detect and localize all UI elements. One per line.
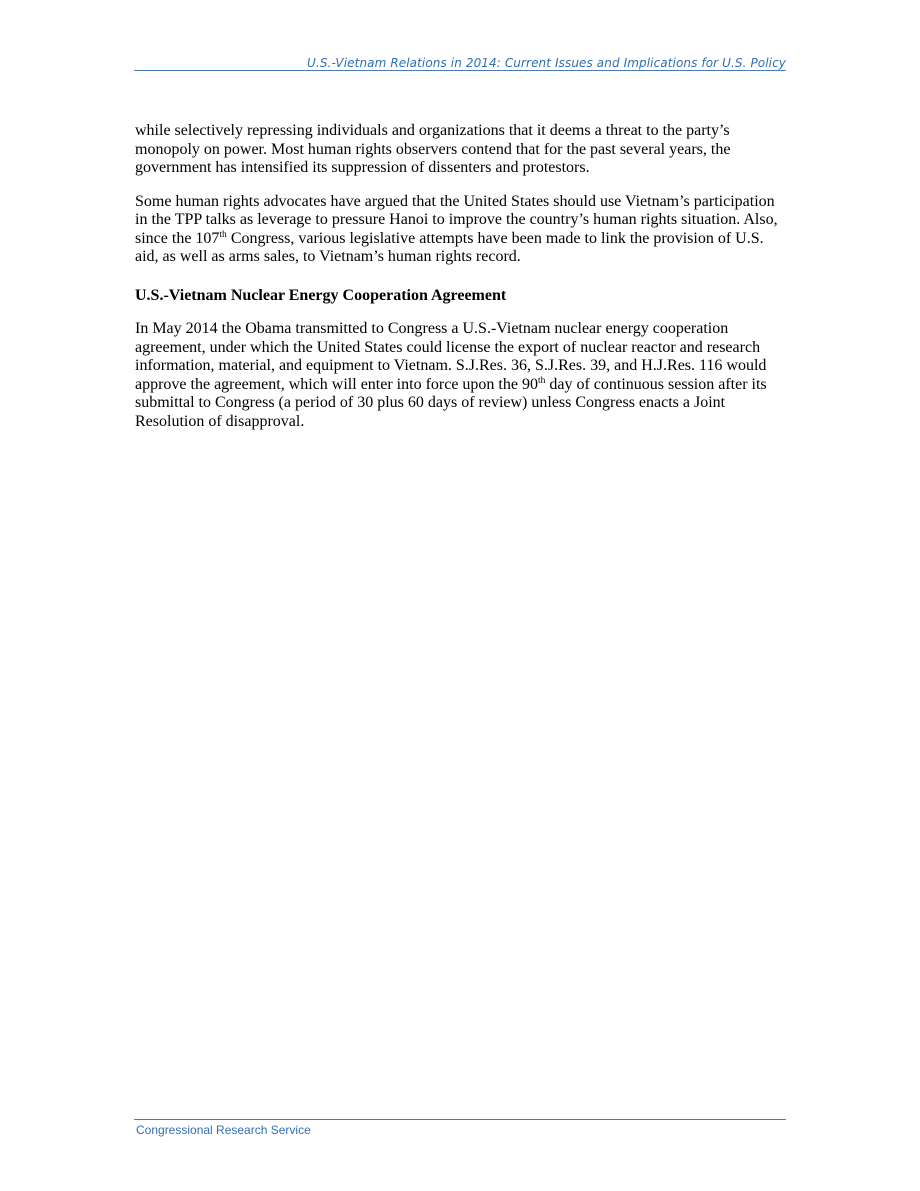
document-body [135,122,787,446]
ordinal-suffix: th [219,229,227,240]
ordinal-suffix: th [537,375,546,386]
paragraph-text-end: Congress, various legislative attempts have been made to link the provision of U.S. aid, as well as arms sales, to Vietnam’s human rights record. [135,229,764,265]
page-footer [134,1119,786,1137]
paragraph-text-start: Some human rights advocates have argued that the United States should use Vietnam’s participation in the TPP talks as leverage to pressure Hanoi to improve the country’s human rights situation. Also, since the 107 [135,192,778,247]
paragraph-text: while selectively repressing individuals and organizations that it deems a threat to the party’s monopoly on power. Most human rights observers contend that for the past several years, the government has intensified its suppression of dissenters and protestors. [135,122,731,176]
section-heading: U.S.-Vietnam Nuclear Energy Cooperation Agreement [135,286,507,304]
paragraph-text-start: In May 2014 the Obama transmitted to Congress a U.S.-Vietnam nuclear energy cooperation agreement, under which the United States could license the export of nuclear reactor and research information, material, and equipment to Vietnam. S.J.Res. 36, S.J.Res. 39, and H.J.Res. 116 would approve the agreement, which will enter into force upon the 90 [135,320,767,393]
running-title: U.S.-Vietnam Relations in 2014: Current Issues and Implications for U.S. Policy [307,56,786,70]
paragraph-nuclear-agreement [135,320,787,431]
paragraph-human-rights-advocates [135,193,787,267]
paragraph-text-end: day of continuous session after its submittal to Congress (a period of 30 plus 60 days of review) unless Congress enacts a Joint Resolution of disapproval. [135,375,767,430]
paragraph-human-rights-repression [135,122,787,178]
footer-organization: Congressional Research Service [136,1123,311,1137]
page-header [134,54,786,71]
